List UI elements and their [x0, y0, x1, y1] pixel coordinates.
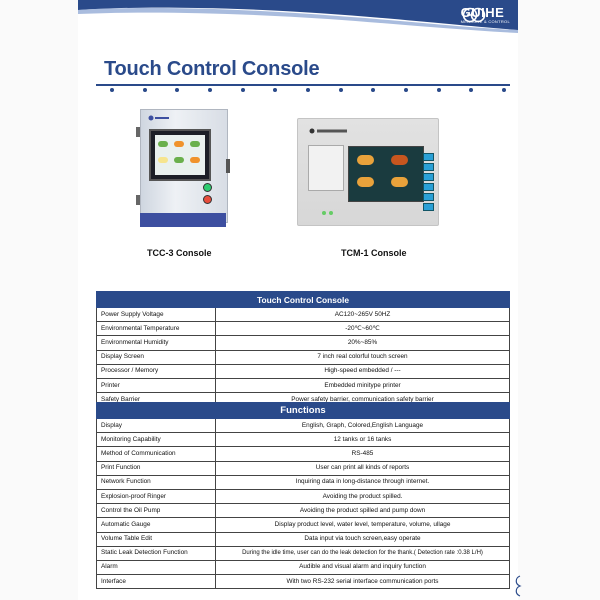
spec-value: Embedded minitype printer	[216, 378, 510, 392]
table-row	[97, 504, 510, 518]
function-label: Network Function	[97, 475, 216, 489]
tcm-1-console-image	[297, 118, 439, 226]
function-label: Method of Communication	[97, 447, 216, 461]
function-value: Avoiding the product spilled.	[216, 489, 510, 503]
function-value: RS-485	[216, 447, 510, 461]
table-row	[97, 364, 510, 378]
header-banner	[78, 0, 518, 36]
function-value: User can print all kinds of reports	[216, 461, 510, 475]
function-value: Audible and visual alarm and inquiry function	[216, 560, 510, 574]
brand-logo	[461, 6, 510, 24]
table-row	[97, 419, 510, 433]
table-row	[97, 461, 510, 475]
spec-value: Power safety barrier, communication safety barrier	[216, 393, 510, 407]
table-row	[97, 489, 510, 503]
function-label: Display	[97, 419, 216, 433]
spec-label: Environmental Temperature	[97, 322, 216, 336]
function-value: With two RS-232 serial interface communication ports	[216, 575, 510, 589]
table-row	[97, 350, 510, 364]
brand-subtitle: MEASURE & CONTROL	[460, 19, 510, 24]
table-row	[97, 336, 510, 350]
function-value: English, Graph, Colored,English Language	[216, 419, 510, 433]
function-label: Automatic Gauge	[97, 518, 216, 532]
function-value: 12 tanks or 16 tanks	[216, 433, 510, 447]
table-row	[97, 378, 510, 392]
title-underline	[96, 84, 510, 86]
functions-table-title: Functions	[97, 403, 510, 419]
page-margin-right	[518, 0, 600, 600]
table-row	[97, 322, 510, 336]
page-title: Touch Control Console	[104, 58, 320, 80]
spec-label: Display Screen	[97, 350, 216, 364]
tcc-3-caption: TCC-3 Console	[147, 248, 212, 258]
logo-mark-icon	[461, 6, 487, 24]
page-margin-left	[0, 0, 78, 600]
spec-label: Environmental Humidity	[97, 336, 216, 350]
function-value: Avoiding the product spilled and pump down	[216, 504, 510, 518]
spec-label: Power Supply Voltage	[97, 308, 216, 322]
function-label: Alarm	[97, 560, 216, 574]
spec-table	[96, 291, 510, 407]
table-row	[97, 447, 510, 461]
spec-value: 20%~85%	[216, 336, 510, 350]
spec-table-title: Touch Control Console	[97, 292, 510, 308]
function-label: Print Function	[97, 461, 216, 475]
spec-label: Printer	[97, 378, 216, 392]
spec-value: AC120~265V 50HZ	[216, 308, 510, 322]
banner-wave-graphic	[78, 0, 518, 36]
tcm-1-caption: TCM-1 Console	[341, 248, 407, 258]
tcc-3-console-image	[134, 109, 230, 227]
function-label: Explosion-proof Ringer	[97, 489, 216, 503]
function-value: During the idle time, user can do the leak detection for the thank.( Detection rate :0.38 L/H)	[216, 546, 510, 560]
table-row	[97, 546, 510, 560]
function-label: Interface	[97, 575, 216, 589]
table-row	[97, 575, 510, 589]
table-row	[97, 518, 510, 532]
page-corner-mark-icon	[512, 574, 522, 598]
spec-value: -20℃~60℃	[216, 322, 510, 336]
decorative-dot-row	[110, 88, 506, 94]
table-row	[97, 560, 510, 574]
function-label: Control the Oil Pump	[97, 504, 216, 518]
table-row	[97, 433, 510, 447]
spec-value: 7 inch real colorful touch screen	[216, 350, 510, 364]
spec-value: High-speed embedded / ---	[216, 364, 510, 378]
function-label: Volume Table Edit	[97, 532, 216, 546]
spec-label: Processor / Memory	[97, 364, 216, 378]
table-row	[97, 475, 510, 489]
function-value: Display product level, water level, temperature, volume, ullage	[216, 518, 510, 532]
table-row	[97, 308, 510, 322]
function-value: Data input via touch screen,easy operate	[216, 532, 510, 546]
function-value: Inquiring data in long-distance through internet.	[216, 475, 510, 489]
table-row	[97, 532, 510, 546]
brand-name: GUIHE	[460, 5, 505, 20]
function-label: Monitoring Capability	[97, 433, 216, 447]
functions-table	[96, 402, 510, 589]
spec-label: Safety Barrier	[97, 393, 216, 407]
function-label: Static Leak Detection Function	[97, 546, 216, 560]
